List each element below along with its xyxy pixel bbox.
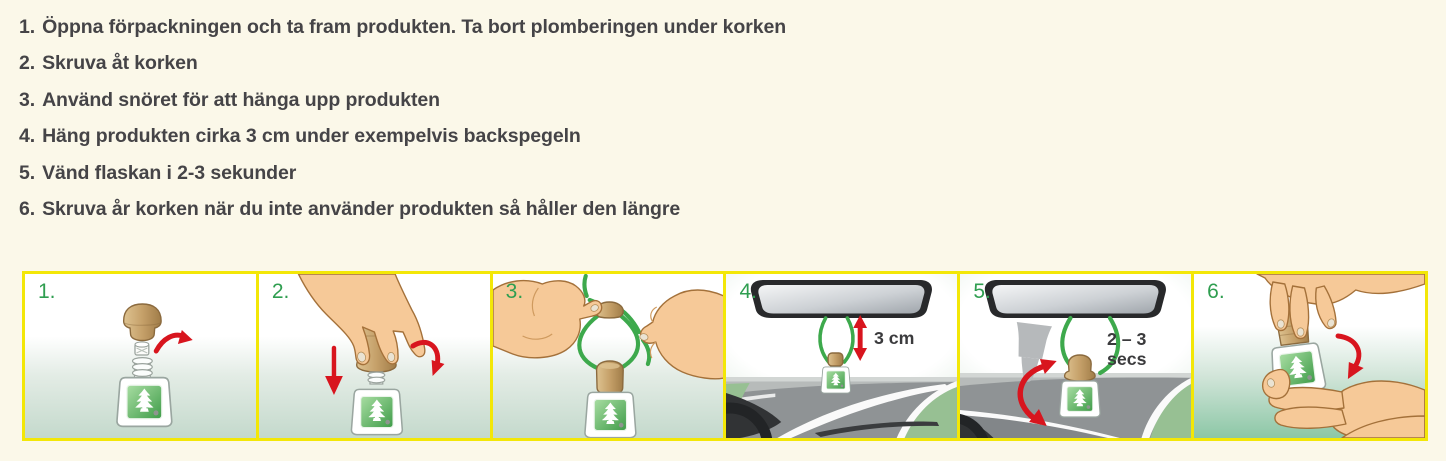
hand-icon <box>298 274 424 365</box>
panel-step-1 <box>25 274 256 438</box>
wooden-cap-icon <box>124 304 161 341</box>
bottle-neck-threads <box>133 358 153 378</box>
panel-5-illustration <box>960 274 1191 438</box>
instruction-step-3 <box>19 82 786 118</box>
panel-strip <box>22 271 1428 441</box>
panel-step-5 <box>960 274 1191 438</box>
instruction-step-6 <box>19 191 786 227</box>
rearview-mirror <box>985 280 1166 318</box>
bottle-neck-threads <box>368 372 385 384</box>
down-arrow-icon <box>325 348 343 395</box>
duration-label-line2: secs <box>1107 348 1147 370</box>
instruction-text: Skruva år korken när du inte använder produkten så håller den längre <box>42 198 681 221</box>
instruction-step-5 <box>19 155 786 191</box>
instruction-list <box>19 9 786 227</box>
distance-label: 3 cm <box>874 327 915 349</box>
panel-4-illustration <box>726 274 957 438</box>
right-hand-icon <box>639 290 724 379</box>
lower-hand-palm <box>1329 381 1425 438</box>
instruction-text: Skruva åt korken <box>42 52 198 75</box>
seal-plug-icon <box>135 342 149 355</box>
instruction-number: 1. <box>19 16 36 38</box>
instruction-step-1 <box>19 9 786 45</box>
rearview-mirror <box>751 280 932 318</box>
distance-arrow-icon <box>854 315 868 361</box>
upper-hand-icon <box>1257 274 1425 339</box>
panel-number: 4. <box>739 280 757 303</box>
panel-6-illustration <box>1194 274 1425 438</box>
instruction-step-2 <box>19 45 786 81</box>
panel-number: 2. <box>271 280 290 303</box>
panel-3-illustration <box>493 274 724 438</box>
instruction-number: 4. <box>19 125 36 148</box>
instruction-text: Använd snöret för att hänga upp produkten <box>42 88 440 111</box>
hanging-cord <box>579 276 649 369</box>
capped-bottle-icon <box>585 361 636 438</box>
duration-label-line1: 2 – 3 <box>1107 328 1147 350</box>
instruction-number: 5. <box>19 161 36 184</box>
panel-number: 3. <box>505 280 524 303</box>
hanging-bottle-icon <box>1060 355 1100 417</box>
bottle-icon <box>351 389 402 434</box>
instruction-text: Vänd flaskan i 2-3 sekunder <box>42 161 297 184</box>
instruction-number: 2. <box>19 52 36 75</box>
instruction-text: Häng produkten cirka 3 cm under exempelvis backspegeln <box>42 125 581 148</box>
instruction-number: 6. <box>19 198 36 221</box>
panel-step-3 <box>493 274 724 438</box>
instruction-text: Öppna förpackningen och ta fram produkten. Ta bort plomberingen under korken <box>42 16 787 38</box>
remove-arrow-icon <box>156 330 192 351</box>
panel-2-illustration <box>259 274 490 438</box>
panel-step-2 <box>259 274 490 438</box>
panel-1-illustration <box>25 274 256 438</box>
panel-step-6 <box>1194 274 1425 438</box>
panel-number: 1. <box>38 280 56 303</box>
rotate-arrow-icon <box>1338 336 1364 379</box>
bottle-icon <box>117 378 172 427</box>
panel-step-4 <box>726 274 957 438</box>
instruction-number: 3. <box>19 88 36 111</box>
panel-number: 6. <box>1207 280 1225 303</box>
panel-number: 5. <box>973 280 991 303</box>
instruction-step-4 <box>19 118 786 154</box>
